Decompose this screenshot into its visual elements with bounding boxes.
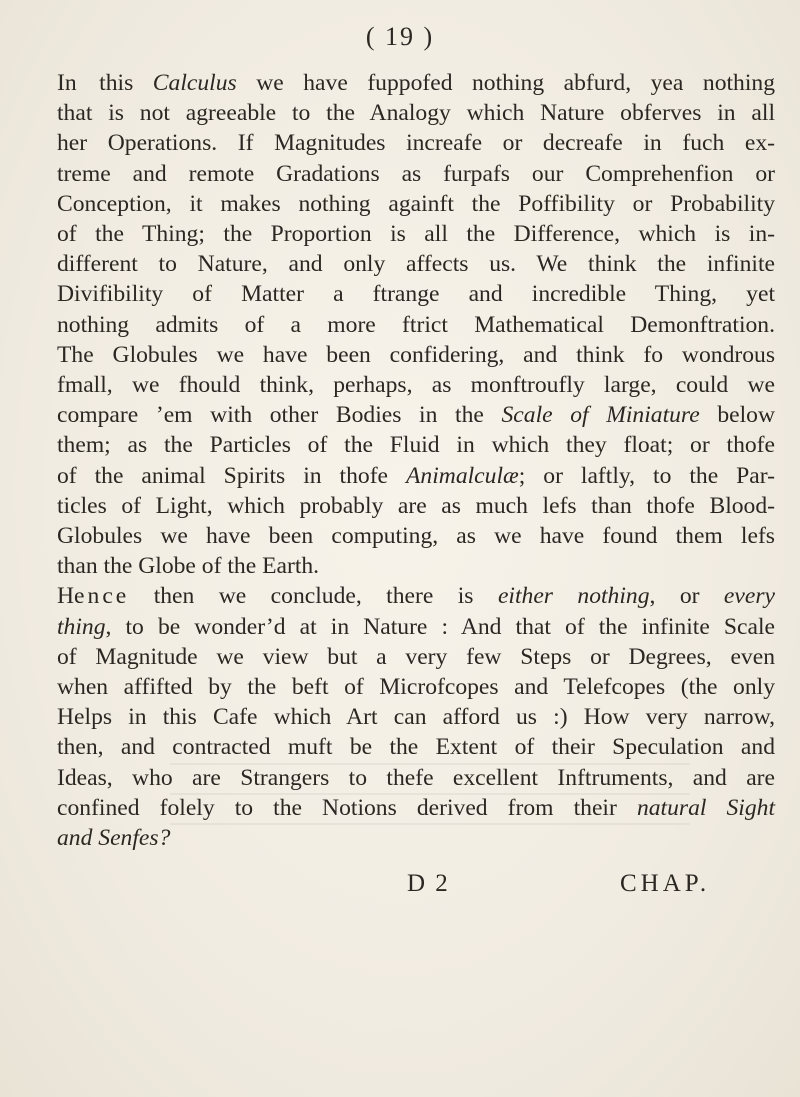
body-text [57, 68, 775, 853]
text-run: below [699, 402, 776, 429]
text-line [57, 551, 775, 581]
italic-text: thing [57, 613, 106, 640]
text-line [57, 68, 775, 98]
text-line [57, 823, 775, 853]
text-line [57, 491, 775, 521]
text-run: Conception, it makes nothing againft the Poffibility or Probability [57, 190, 775, 217]
text-line [57, 128, 775, 158]
text-line [57, 763, 775, 793]
italic-text: either nothing [497, 583, 650, 610]
text-run: , or [649, 583, 724, 610]
text-line [57, 581, 775, 611]
text-line [57, 340, 775, 370]
text-run: of the Thing; the Proportion is all the Difference, which is in- [57, 221, 775, 248]
text-line [57, 249, 775, 279]
italic-text: and Senfes? [57, 825, 171, 852]
text-run: Helps in this Cafe which Art can afford us :) How very narrow, [57, 704, 775, 731]
text-run: then, and contracted muft be the Extent of their Speculation and [57, 734, 775, 761]
text-run: Divifibility of Matter a ftrange and incredible Thing, yet [57, 281, 775, 308]
text-line [57, 370, 775, 400]
text-line [57, 219, 775, 249]
text-line [57, 189, 775, 219]
italic-text: every [723, 583, 775, 610]
text-line [57, 400, 775, 430]
text-line [57, 98, 775, 128]
text-run: of Magnitude we view but a very few Steps or Degrees, even [57, 643, 775, 670]
text-line [57, 159, 775, 189]
page-number: ( 19 ) [365, 22, 435, 51]
text-run: ticles of Light, which probably are as much lefs than thofe Blood- [57, 492, 775, 519]
italic-text: Scale of Miniature [501, 402, 700, 429]
text-run: her Operations. If Magnitudes increafe or decreafe in fuch ex- [57, 130, 775, 157]
small-caps-text: n [64, 70, 80, 96]
text-run: fmall, we fhould think, perhaps, as monftroufly large, could we [57, 372, 775, 399]
text-line [57, 461, 775, 491]
small-caps-text: ence [74, 583, 130, 610]
text-line [57, 430, 775, 460]
text-run: compare ’em with other Bodies in the [57, 402, 502, 429]
text-line [57, 310, 775, 340]
italic-text: Animalculæ [406, 462, 519, 489]
text-run: different to Nature, and only affects us. We think the infinite [57, 251, 775, 278]
text-run: I [57, 70, 65, 96]
text-line [57, 521, 775, 551]
text-run: H [57, 583, 75, 610]
signature-mark: D 2 [407, 870, 450, 897]
text-run: ; or laftly, to the Par- [518, 462, 776, 489]
text-run: than the Globe of the Earth. [57, 553, 320, 580]
catchword: CHAP. [620, 870, 711, 897]
text-line [57, 612, 775, 642]
text-line [57, 793, 775, 823]
text-run: , to be wonder’d at in Nature : And that of the infinite Scale [105, 613, 775, 640]
text-run: Globules we have been computing, as we have found them lefs [57, 523, 775, 550]
text-run: confined folely to the Notions derived from their [57, 794, 637, 821]
paragraph [57, 581, 775, 853]
text-run: this [79, 70, 153, 96]
italic-text: natural Sight [636, 794, 775, 821]
paragraph [57, 68, 775, 581]
text-run: The Globules we have been confidering, and think fo wondrous [57, 341, 775, 368]
text-run: treme and remote Gradations as furpafs our Comprehenfion or [57, 160, 775, 187]
text-run: them; as the Particles of the Fluid in which they float; or thofe [57, 432, 775, 459]
text-run: nothing admits of a more ftrict Mathematical Demonftration. [57, 311, 775, 338]
text-run: Ideas, who are Strangers to thefe excellent Inftruments, and are [57, 764, 775, 791]
text-run: when affifted by the beft of Microfcopes and Telefcopes (the only [57, 674, 775, 701]
text-line [57, 732, 775, 762]
text-line [57, 279, 775, 309]
text-line [57, 642, 775, 672]
text-run: that is not agreeable to the Analogy which Nature obferves in all [57, 100, 775, 127]
text-line [57, 672, 775, 702]
italic-text: Calculus [152, 70, 237, 96]
text-run: of the animal Spirits in thofe [57, 462, 407, 489]
text-run: then we conclude, there is [129, 583, 498, 610]
text-run: we have fuppofed nothing abfurd, yea nothing [236, 70, 775, 96]
text-line [57, 702, 775, 732]
